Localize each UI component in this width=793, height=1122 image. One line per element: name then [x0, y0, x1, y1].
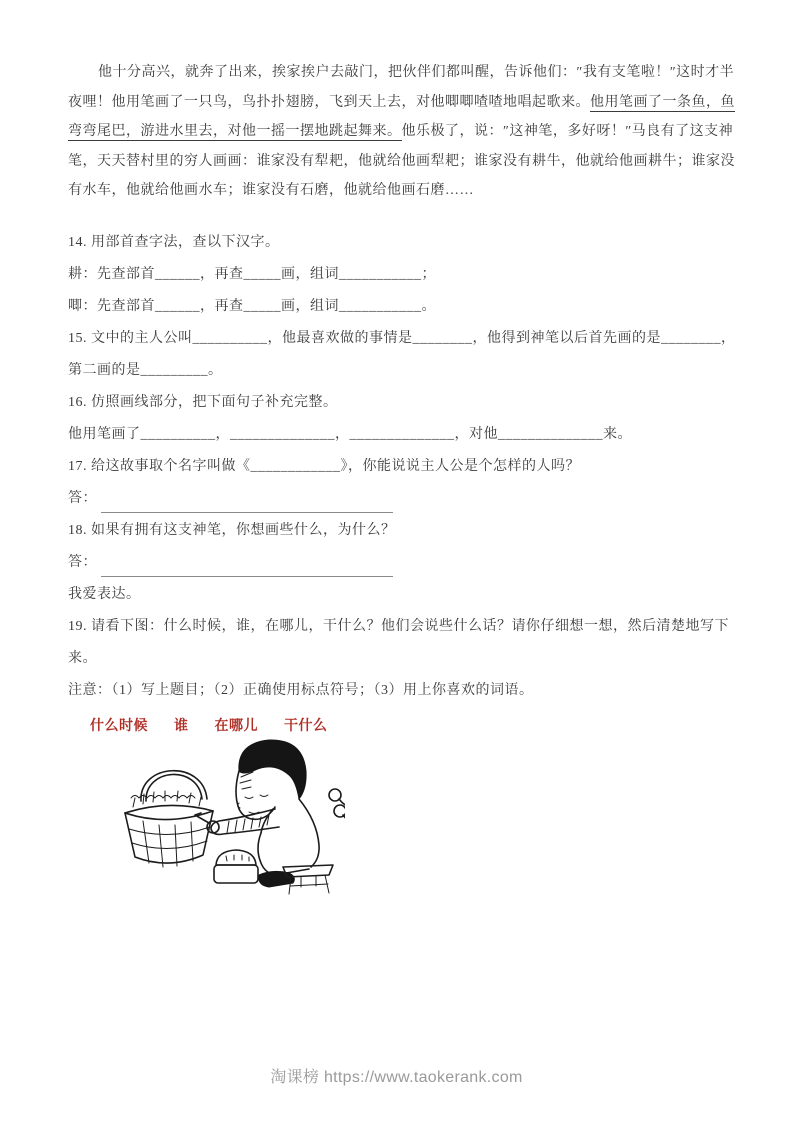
old-man-illustration	[195, 739, 333, 893]
section-heading-expression: 我爱表达。	[68, 586, 141, 602]
passage-line: 有水车，他就给他画水车；谁家没有石磨，他就给他画石磨……	[68, 183, 474, 198]
writing-prompt-keywords	[90, 715, 727, 735]
passage-line: 夜哩！他用笔画了一只鸟，鸟扑扑翅膀，飞到天上去，对他唧唧喳喳地唱起歌来。他用笔画了一条鱼，鱼	[68, 94, 735, 110]
question-16-fill: 他用笔画了__________，______________，______________，对他______________来。	[68, 426, 632, 442]
prompt-word: 干什么	[284, 718, 328, 734]
question-15-line1: 15. 文中的主人公叫__________，他最喜欢做的事情是________，他得到神笔以后首先画的是________，	[68, 330, 736, 346]
basket-illustration	[125, 770, 213, 866]
question-18: 18. 如果有拥有这支神笔，你想画些什么，为什么？	[68, 522, 396, 538]
passage-line: 他十分高兴，就奔了出来，挨家挨户去敲门，把伙伴们都叫醒，告诉他们：″我有支笔啦！″这时才半	[98, 65, 735, 80]
site-watermark: 淘课榜 https://www.taokerank.com	[270, 1069, 523, 1086]
passage-line: 笔，天天替村里的穷人画画：谁家没有犁耙，他就给他画犁耙；谁家没有耕牛，他就给他画耕牛；谁家没	[68, 153, 735, 169]
answer-label: 答：	[68, 490, 97, 506]
answer-line	[101, 494, 393, 513]
boy-illustration	[329, 742, 345, 888]
passage-line: 弯弯尾巴，游进水里去，对他一摇一摆地跳起舞来。他乐极了，说：″这神笔，多好呀！″马良有了这支神	[68, 124, 734, 139]
answer-label: 答：	[68, 554, 97, 570]
question-14-blank-ji: 唧：先查部首______，再查_____画，组词___________。	[68, 298, 436, 314]
prompt-word: 什么时候	[90, 718, 148, 734]
bun-box-illustration	[214, 850, 258, 883]
question-15-line2: 第二画的是_________。	[68, 362, 223, 378]
question-18-answer	[68, 548, 727, 577]
question-17: 17. 给这故事取个名字叫做《____________》，你能说说主人公是个怎样的人吗？	[68, 458, 580, 474]
illustration-child-massaging-elder	[113, 737, 345, 895]
question-17-answer	[68, 484, 727, 513]
prompt-word: 谁	[174, 718, 189, 734]
question-19-line2: 来。	[68, 650, 97, 666]
answer-line	[101, 558, 393, 577]
question-14-blank-geng: 耕：先查部首______，再查_____画，组词___________；	[68, 266, 436, 282]
question-14: 14. 用部首查字法，查以下汉字。	[68, 234, 280, 250]
prompt-word: 在哪儿	[214, 718, 258, 734]
question-16: 16. 仿照画线部分，把下面句子补充完整。	[68, 394, 338, 410]
question-19-note: 注意：（1）写上题目；（2）正确使用标点符号；（3）用上你喜欢的词语。	[68, 682, 534, 698]
question-19-line1: 19. 请看下图：什么时候，谁，在哪儿，干什么？他们会说些什么话？请你仔细想一想，然后清楚地写下	[68, 618, 729, 634]
